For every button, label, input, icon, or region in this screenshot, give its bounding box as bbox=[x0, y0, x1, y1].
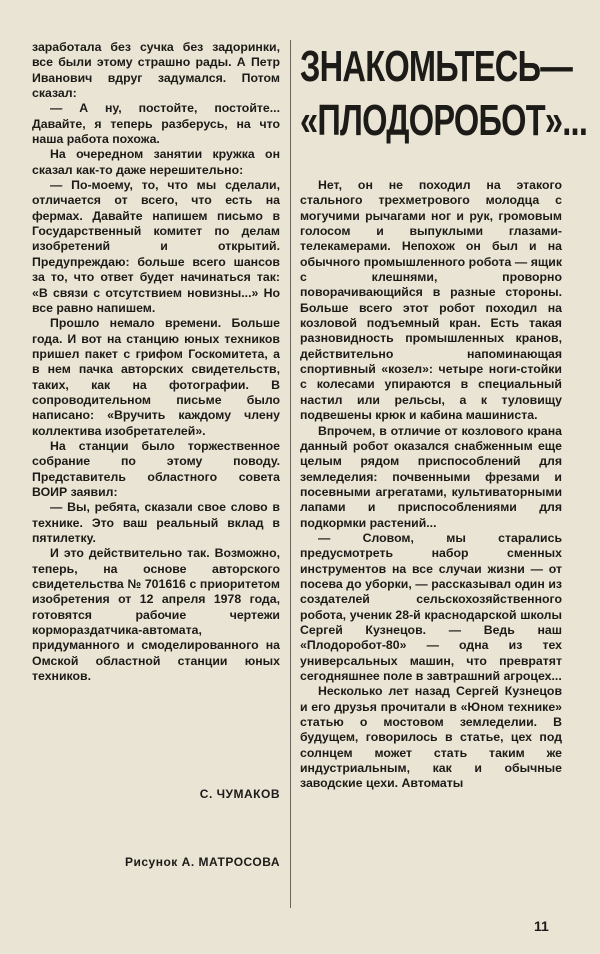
right-paragraph-3: — Словом, мы старались предусмотреть набор сменных инструментов на все случаи жизни — от посева до уборки, — рассказывал один из создателей сельскохозяйственного робота, ученик 28-й краснодарской школы Сергей Кузнецов. — Ведь наш «Плодоробот-80» — одна из тех универсальных машин, что превратят сегодняшнее поле в завтрашний агроцех... bbox=[300, 530, 562, 683]
right-paragraph-4: Несколько лет назад Сергей Кузнецов и его друзья прочитали в «Юном технике» статью о мостовом земледелии. В будущем, говорилось в статье, цех под солнцем может стать таким же индустриальным, как и обычные заводские цехи. Автоматы bbox=[300, 684, 562, 791]
article-headline bbox=[300, 40, 588, 148]
right-column bbox=[300, 178, 562, 792]
right-paragraph-2: Впрочем, в отличие от козлового крана данный робот оказался снабженным еще целым рядом приспособлений для земледелия: почвенными фрезами и посевными агрегатами, культиваторными лапами и приспособлениями для подкормки растений... bbox=[300, 423, 562, 530]
left-paragraph-2: — А ну, постойте, постойте... Давайте, я теперь разберусь, на что наша работа похожа. bbox=[32, 101, 280, 147]
right-paragraph-1: Нет, он не походил на этакого стального трехметрового молодца с могучими рычагами ног и рук, громовым голосом и выпуклыми глазами-телекамерами. Непохож он был и на обычного промышленного робота — ящик с клешнями, проворно поворачивающийся в разные стороны. Больше всего этот робот походил на козловой подъемный кран. Есть такая разновидность промышленных кранов, действительно напоминающая спортивный «козел»: четыре ноги-стойки с колесами упираются в специальный настил или рельсы, а к туловищу подвешены крюк и кабина машиниста. bbox=[300, 178, 562, 423]
page-number: 11 bbox=[534, 918, 549, 934]
column-divider bbox=[290, 40, 291, 908]
left-paragraph-3: На очередном занятии кружка он сказал как-то даже нерешительно: bbox=[32, 147, 280, 177]
left-paragraph-7: — Вы, ребята, сказали свое слово в технике. Это ваш реальный вклад в пятилетку. bbox=[32, 500, 280, 545]
left-paragraph-1: заработала без сучка без задоринки, все были этому страшно рады. А Петр Иванович вдруг задумался. Потом сказал: bbox=[32, 40, 280, 101]
left-column bbox=[32, 40, 280, 684]
left-paragraph-8: И это действительно так. Возможно, теперь, на основе авторского свидетельства № 701616 с приоритетом изобретения от 12 апреля 1978 года, готовятся рабочие чертежи кормораздатчика-автомата, придуманного и смоделированного на Омской областной станции юных техников. bbox=[32, 546, 280, 684]
artist-credit: Рисунок А. МАТРОСОВА bbox=[125, 855, 280, 869]
left-paragraph-5: Прошло немало времени. Больше года. И вот на станцию юных техников пришел пакет с грифом Госкомитета, а в нем пачка авторских свидетельств, таких, как на фотографии. В сопроводительном письме было написано: «Вручить каждому члену коллектива изобретателей». bbox=[32, 316, 280, 438]
left-paragraph-4: — По-моему, то, что мы сделали, отличается от всего, что есть на фермах. Давайте напишем письмо в Государственный комитет по делам изобретений и открытий. Предупреждаю: больше всего шансов за то, что ответ будет начинаться так: «В связи с отсутствием новизны...» Но все равно напишем. bbox=[32, 178, 280, 315]
headline-line-2: «ПЛОДОРОБОТ»... bbox=[300, 96, 588, 145]
author-signature: С. ЧУМАКОВ bbox=[199, 787, 280, 801]
headline-line-1: ЗНАКОМЬТЕСЬ— bbox=[300, 42, 573, 91]
left-paragraph-6: На станции было торжественное собрание по этому поводу. Представитель областного совета ВОИР заявил: bbox=[32, 438, 280, 499]
